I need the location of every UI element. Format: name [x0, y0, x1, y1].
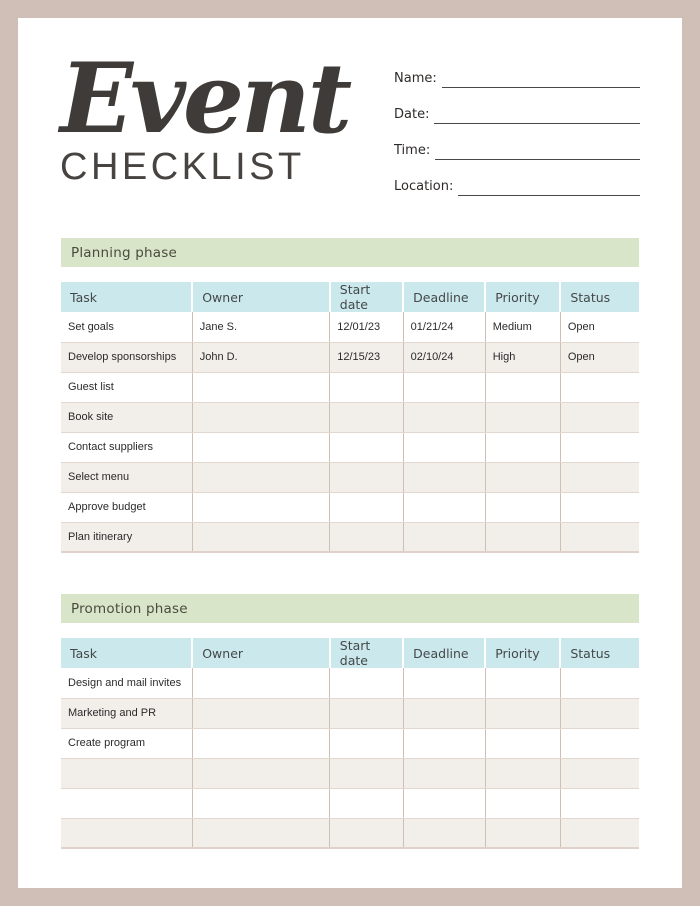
column-header-owner: Owner — [192, 638, 330, 668]
table-cell-owner — [192, 668, 330, 698]
table-cell-task: Design and mail invites — [61, 668, 192, 698]
table-cell-status — [560, 728, 639, 758]
column-header-owner: Owner — [192, 282, 330, 312]
column-header-deadline: Deadline — [403, 282, 485, 312]
table-row — [61, 432, 639, 462]
table-cell-deadline — [403, 492, 485, 522]
field-date-label: Date: — [394, 107, 430, 123]
table-header-row — [61, 282, 639, 312]
table-cell-status — [560, 432, 639, 462]
document-page — [18, 18, 682, 888]
table-cell-owner — [192, 728, 330, 758]
table-cell-priority: High — [485, 342, 560, 372]
table-cell-start-date — [330, 788, 403, 818]
field-location-blank-line — [458, 178, 640, 196]
title-block — [60, 42, 350, 208]
table-cell-status — [560, 758, 639, 788]
table-cell-start-date: 12/01/23 — [330, 312, 403, 342]
column-header-priority: Priority — [485, 638, 560, 668]
table-row — [61, 788, 639, 818]
table-cell-task — [61, 818, 192, 848]
table-cell-deadline: 02/10/24 — [403, 342, 485, 372]
table-cell-deadline: 01/21/24 — [403, 312, 485, 342]
table-cell-task: Select menu — [61, 462, 192, 492]
table-cell-status — [560, 788, 639, 818]
table-cell-priority — [485, 402, 560, 432]
table-cell-priority — [485, 668, 560, 698]
field-location — [394, 172, 640, 196]
table-cell-start-date — [330, 462, 403, 492]
planning-phase-table — [61, 282, 639, 553]
info-fields — [394, 52, 640, 208]
table-cell-owner — [192, 818, 330, 848]
table-cell-start-date — [330, 522, 403, 552]
table-cell-deadline — [403, 522, 485, 552]
table-cell-status — [560, 698, 639, 728]
section-bar-promotion — [61, 594, 639, 623]
table-cell-status: Open — [560, 312, 639, 342]
field-date-blank-line — [434, 106, 640, 124]
column-header-start-date: Start date — [330, 638, 403, 668]
column-header-status: Status — [560, 638, 639, 668]
column-header-task: Task — [61, 282, 192, 312]
table-cell-priority — [485, 698, 560, 728]
field-time-blank-line — [435, 142, 640, 160]
table-cell-task — [61, 788, 192, 818]
table-cell-priority — [485, 462, 560, 492]
table-row — [61, 522, 639, 552]
table-cell-priority — [485, 728, 560, 758]
table-cell-owner — [192, 698, 330, 728]
table-cell-status: Open — [560, 342, 639, 372]
table-cell-start-date — [330, 728, 403, 758]
table-cell-owner: John D. — [192, 342, 330, 372]
table-cell-owner — [192, 402, 330, 432]
field-name-label: Name: — [394, 71, 437, 87]
column-header-start-date: Start date — [330, 282, 403, 312]
table-cell-status — [560, 818, 639, 848]
field-time — [394, 136, 640, 160]
table-row — [61, 402, 639, 432]
table-cell-owner — [192, 462, 330, 492]
table-cell-priority — [485, 758, 560, 788]
section-title-promotion: Promotion phase — [71, 600, 188, 617]
table-row — [61, 818, 639, 848]
table-row — [61, 372, 639, 402]
table-cell-priority — [485, 372, 560, 402]
table-cell-deadline — [403, 728, 485, 758]
field-location-label: Location: — [394, 179, 454, 195]
table-cell-status — [560, 668, 639, 698]
field-date — [394, 100, 640, 124]
table-row — [61, 668, 639, 698]
column-header-deadline: Deadline — [403, 638, 485, 668]
field-name — [394, 64, 640, 88]
table-cell-deadline — [403, 758, 485, 788]
table-cell-task: Book site — [61, 402, 192, 432]
table-cell-priority — [485, 492, 560, 522]
table-cell-task: Create program — [61, 728, 192, 758]
table-row — [61, 698, 639, 728]
column-header-task: Task — [61, 638, 192, 668]
title-script: Event — [60, 42, 350, 155]
table-row — [61, 758, 639, 788]
table-cell-deadline — [403, 432, 485, 462]
table-cell-task — [61, 758, 192, 788]
table-cell-status — [560, 462, 639, 492]
table-cell-start-date — [330, 492, 403, 522]
table-cell-owner — [192, 492, 330, 522]
table-cell-task: Contact suppliers — [61, 432, 192, 462]
section-bar-planning — [61, 238, 639, 267]
table-cell-status — [560, 402, 639, 432]
table-cell-task: Approve budget — [61, 492, 192, 522]
table-cell-start-date: 12/15/23 — [330, 342, 403, 372]
table-row — [61, 312, 639, 342]
table-cell-deadline — [403, 402, 485, 432]
table-cell-task: Develop sponsorships — [61, 342, 192, 372]
table-cell-status — [560, 372, 639, 402]
table-cell-start-date — [330, 698, 403, 728]
table-cell-owner — [192, 372, 330, 402]
column-header-priority: Priority — [485, 282, 560, 312]
section-planning-phase — [61, 238, 639, 553]
table-cell-start-date — [330, 372, 403, 402]
table-row — [61, 462, 639, 492]
field-name-blank-line — [442, 70, 640, 88]
document-header — [18, 18, 682, 208]
table-cell-deadline — [403, 788, 485, 818]
table-cell-status — [560, 522, 639, 552]
table-cell-priority — [485, 522, 560, 552]
section-title-planning: Planning phase — [71, 244, 177, 261]
column-header-status: Status — [560, 282, 639, 312]
table-cell-start-date — [330, 402, 403, 432]
table-cell-owner — [192, 758, 330, 788]
table-cell-priority: Medium — [485, 312, 560, 342]
section-promotion-phase — [61, 594, 639, 849]
table-cell-task: Plan itinerary — [61, 522, 192, 552]
table-header-row — [61, 638, 639, 668]
table-cell-deadline — [403, 818, 485, 848]
field-time-label: Time: — [394, 143, 431, 159]
table-cell-deadline — [403, 462, 485, 492]
table-cell-start-date — [330, 668, 403, 698]
table-cell-owner — [192, 522, 330, 552]
table-cell-priority — [485, 432, 560, 462]
table-cell-start-date — [330, 818, 403, 848]
table-cell-task: Set goals — [61, 312, 192, 342]
table-row — [61, 728, 639, 758]
table-cell-status — [560, 492, 639, 522]
table-cell-owner — [192, 432, 330, 462]
table-cell-task: Marketing and PR — [61, 698, 192, 728]
table-cell-deadline — [403, 698, 485, 728]
table-row — [61, 492, 639, 522]
title-caps: CHECKLIST — [60, 146, 305, 189]
table-row — [61, 342, 639, 372]
table-cell-deadline — [403, 668, 485, 698]
table-cell-start-date — [330, 758, 403, 788]
promotion-phase-table — [61, 638, 639, 849]
table-cell-owner: Jane S. — [192, 312, 330, 342]
table-cell-start-date — [330, 432, 403, 462]
table-cell-task: Guest list — [61, 372, 192, 402]
table-cell-priority — [485, 818, 560, 848]
table-cell-deadline — [403, 372, 485, 402]
table-cell-owner — [192, 788, 330, 818]
table-cell-priority — [485, 788, 560, 818]
